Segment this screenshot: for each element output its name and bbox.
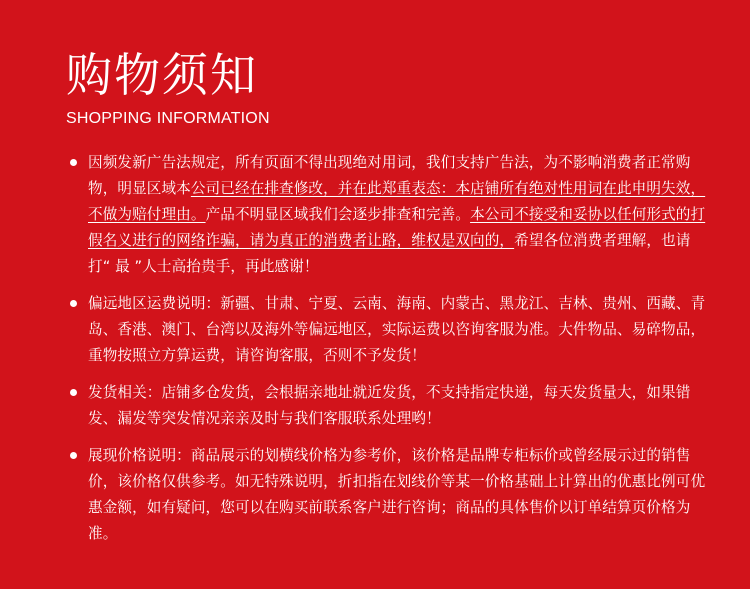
price-text: 展现价格说明：商品展示的划横线价格为参考价，该价格是品牌专柜标价或曾经展示过的销售价，该价格仅供参考。如无特殊说明，折扣指在划线价等某一价格基础上计算出的优惠比例可优惠金额，如有疑问，您可以在购买前联系客户进行咨询；商品的具体售价以订单结算页价格为准。 [88, 447, 706, 542]
delivery-text: 发货相关：店铺多仓发货，会根据亲地址就近发货，不支持指定快递，每天发货量大，如果错发、漏发等突发情况亲亲及时与我们客服联系处理哟！ [88, 384, 691, 427]
notice-item-delivery [66, 380, 706, 432]
bullet-icon [70, 452, 77, 459]
bullet-icon [70, 300, 77, 307]
notice-item-ad-law [66, 150, 706, 280]
notice-item-price [66, 443, 706, 547]
remote-shipping-text: 偏远地区运费说明：新疆、甘肃、宁夏、云南、海南、内蒙古、黑龙江、吉林、贵州、西藏、青岛、香港、澳门、台湾以及海外等偏远地区，实际运费以咨询客服为准。大件物品、易碎物品，重物按照立方算运费，请咨询客服，否则不予发货！ [88, 295, 706, 364]
ad-law-text-3: 希望各位消费者理解，也请打“ 最 ”人士高抬贵手，再此感谢！ [88, 232, 691, 275]
ad-law-text-1: 因频发新广告法规定，所有页面不得出现绝对用词，我们支持广告法，为不影响消费者正常购物，明显区域本 [88, 154, 691, 197]
page-title: 购物须知 [66, 48, 258, 102]
bullet-icon [70, 159, 77, 166]
ad-law-text-2: 产品不明显区域我们会逐步排查和完善。 [205, 206, 471, 223]
notice-list [66, 150, 706, 558]
notice-item-remote-shipping [66, 291, 706, 369]
page-subtitle: SHOPPING INFORMATION [66, 110, 270, 127]
ad-law-statement: 公司已经在排查修改，并在此郑重表态：本店铺所有绝对性用词在此申明失效，不做为赔付理由。 [88, 180, 706, 223]
bullet-icon [70, 389, 77, 396]
ad-law-anti-fraud: 本公司不接受和妥协以任何形式的打假名义进行的网络诈骗，请为真正的消费者让路，维权是双向的， [88, 206, 706, 249]
